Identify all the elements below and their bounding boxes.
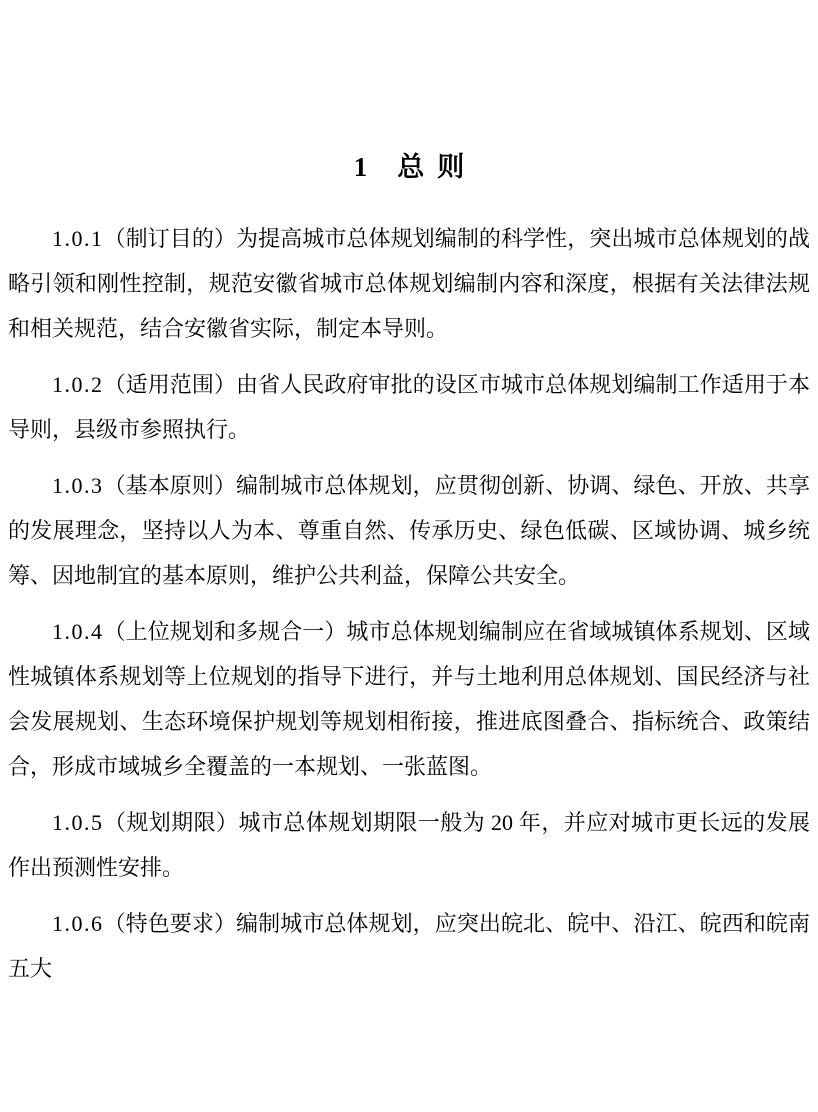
chapter-heading <box>8 152 810 182</box>
clause-text: （规划期限）城市总体规划期限一般为 20 年，并应对城市更长远的发展作出预测性安排。 <box>8 810 810 880</box>
clause-number: 1.0.4 <box>52 619 104 644</box>
clause-number: 1.0.5 <box>52 810 104 835</box>
document-page <box>0 152 818 991</box>
clause-paragraph-1-0-1 <box>8 216 810 351</box>
clause-number: 1.0.1 <box>52 226 104 251</box>
clause-text: （适用范围）由省人民政府审批的设区市城市总体规划编制工作适用于本导则，县级市参照执行。 <box>8 372 810 442</box>
chapter-title: 总则 <box>397 152 478 182</box>
clause-text: （制订目的）为提高城市总体规划编制的科学性，突出城市总体规划的战略引领和刚性控制，规范安徽省城市总体规划编制内容和深度，根据有关法律法规和相关规范，结合安徽省实际，制定本导则。 <box>8 226 810 341</box>
clause-number: 1.0.2 <box>52 372 104 397</box>
clause-paragraph-1-0-2 <box>8 362 810 452</box>
clause-paragraph-1-0-6 <box>8 901 810 991</box>
clause-paragraph-1-0-4 <box>8 609 810 789</box>
clause-number: 1.0.6 <box>52 911 104 936</box>
clause-text: （基本原则）编制城市总体规划，应贯彻创新、协调、绿色、开放、共享的发展理念，坚持以人为本、尊重自然、传承历史、绿色低碳、区域协调、城乡统筹、因地制宜的基本原则，维护公共利益，保障公共安全。 <box>8 473 810 588</box>
chapter-number: 1 <box>353 152 370 182</box>
clause-paragraph-1-0-5 <box>8 800 810 890</box>
clause-text: （特色要求）编制城市总体规划，应突出皖北、皖中、沿江、皖西和皖南五大 <box>8 911 810 981</box>
clause-paragraph-1-0-3 <box>8 463 810 598</box>
clause-number: 1.0.3 <box>52 473 104 498</box>
clause-text: （上位规划和多规合一）城市总体规划编制应在省域城镇体系规划、区域性城镇体系规划等上位规划的指导下进行，并与土地利用总体规划、国民经济与社会发展规划、生态环境保护规划等规划相衔接，推进底图叠合、指标统合、政策结合，形成市域城乡全覆盖的一本规划、一张蓝图。 <box>8 619 810 779</box>
